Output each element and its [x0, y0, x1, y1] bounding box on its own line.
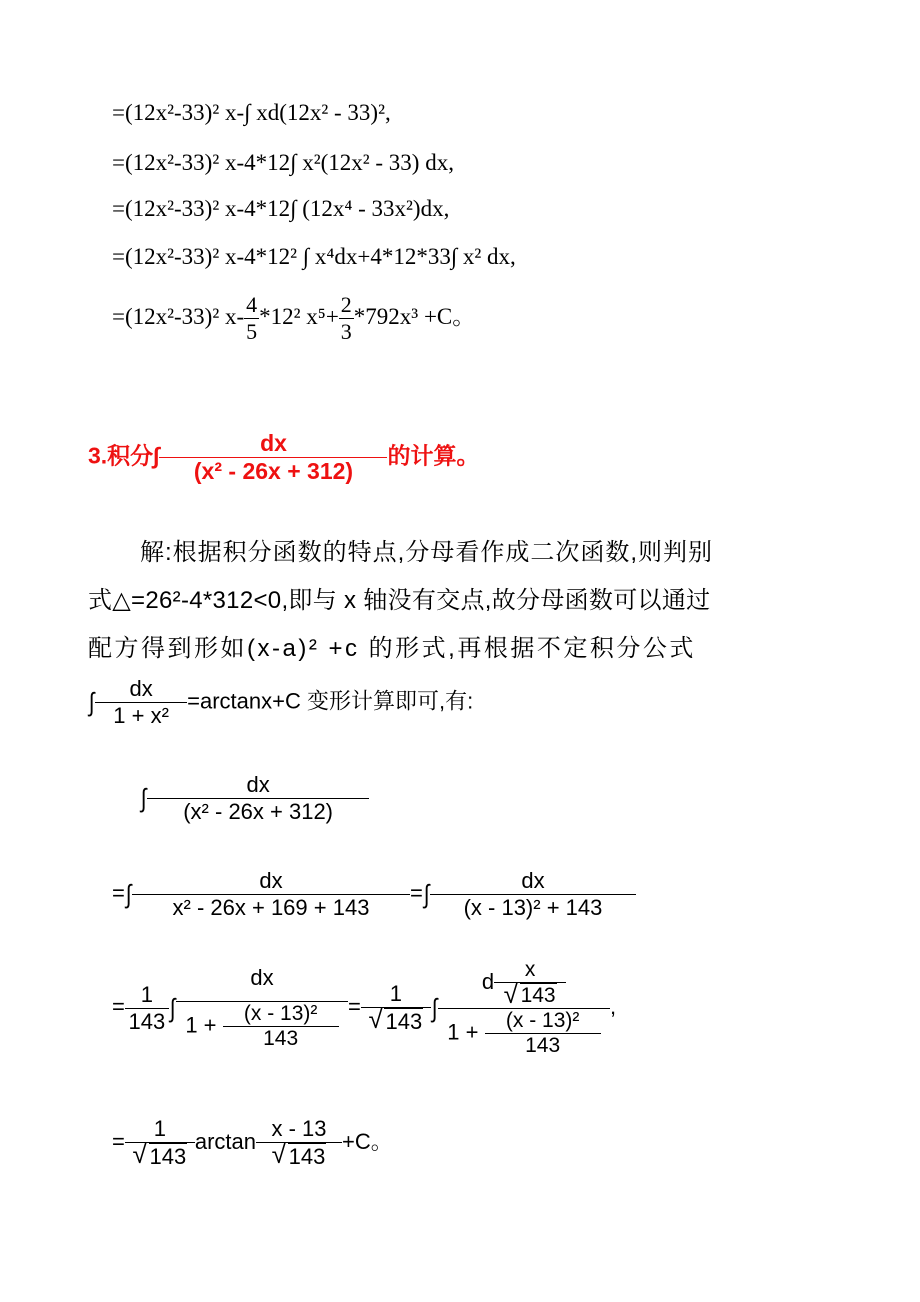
formula-fraction: $\frac{dx}{\text{1 + x²}}$: [95, 676, 187, 729]
equals-sign: =: [347, 993, 361, 1019]
integral-sign: ∫: [88, 687, 95, 717]
solution-line-2: 式△=26²-4*312<0,即与 x 轴没有交点,故分母函数可以通过: [88, 587, 711, 614]
eq3-tail: ,: [609, 993, 617, 1019]
integral-sign: ∫: [423, 879, 430, 909]
equation-4: [112, 1116, 393, 1170]
eq1-fraction: $\frac{dx}{\text{(x² - 26x + 312)}}$: [147, 772, 369, 825]
line5-suffix: *792x³ +C。: [353, 303, 476, 329]
derivation-line-5: [112, 292, 475, 345]
eq3-integrand-2: d x √ 143 1 + $\frac{\text{(x - 13)²}}{143}$: [438, 958, 610, 1058]
derivation-line-2: =(12x²-33)² x-4*12∫ x²(12x² - 33) dx,: [112, 150, 454, 175]
heading-suffix: 的计算。: [387, 442, 480, 469]
derivation-line-1: =(12x²-33)² x-∫ xd(12x² - 33)²,: [112, 100, 391, 125]
derivation-line-4: =(12x²-33)² x-4*12² ∫ x⁴dx+4*12*33∫ x² dx,: [112, 244, 516, 269]
integral-sign: ∫: [140, 783, 147, 813]
fraction-2-3: $\frac{2}{3}$: [340, 292, 352, 344]
line5-mid: *12² x⁵+: [259, 303, 339, 329]
sqrt-symbol: √ 143: [132, 1139, 187, 1169]
eq2-fraction-b: $\frac{dx}{\text{(x - 13)² + 143}}$: [430, 868, 636, 921]
integral-sign: ∫: [169, 992, 176, 1023]
arctan-label: arctan: [194, 1128, 257, 1154]
eq3-integrand-1: dx 1 + $\frac{\text{(x - 13)²}}{143}$: [176, 965, 348, 1051]
heading-fraction: $\frac{dx}{\text{(x² - 26x + 312)}}$: [159, 430, 387, 485]
derivation-line-3: =(12x²-33)² x-4*12∫ (12x⁴ - 33x²)dx,: [112, 196, 450, 221]
equals-sign: =: [112, 993, 125, 1019]
formula-arctan: [88, 676, 473, 729]
heading-prefix: 3.积分∫: [88, 442, 160, 469]
equals-sign: =: [409, 880, 423, 906]
eq2-fraction-a: $\frac{dx}{\text{x² - 26x + 169 + 143}}$: [132, 868, 410, 921]
formula-tail: =arctanx+C 变形计算即可,有:: [187, 688, 474, 714]
solution-line-1: 解:根据积分函数的特点,分母看作成二次函数,则判别: [140, 539, 714, 566]
eq4-tail: +C。: [342, 1128, 393, 1154]
equation-2: [112, 868, 636, 921]
equals-sign: =: [112, 880, 125, 906]
solution-line-3: 配方得到形如(x-a)² +c 的形式,再根据不定积分公式: [88, 635, 696, 662]
sqrt-symbol: √ 143: [271, 1139, 326, 1169]
section-heading: [88, 430, 479, 485]
integral-sign: ∫: [431, 992, 438, 1023]
equation-1: [140, 772, 369, 825]
equals-sign: =: [112, 1128, 125, 1154]
eq3-coef-2: 1 √ 143: [361, 981, 431, 1035]
line5-prefix: =(12x²-33)² x-: [112, 303, 245, 329]
eq3-coef-1: $\frac{1}{143}$: [125, 982, 169, 1035]
equation-3: [112, 958, 616, 1058]
eq4-coef: 1 √ 143: [125, 1116, 195, 1170]
eq4-fraction: x - 13 √ 143: [256, 1116, 342, 1170]
integral-sign: ∫: [125, 879, 132, 909]
sqrt-symbol: √ 143: [503, 979, 556, 1009]
fraction-4-5: $\frac{4}{5}$: [246, 292, 258, 344]
sqrt-symbol: √ 143: [368, 1004, 423, 1034]
